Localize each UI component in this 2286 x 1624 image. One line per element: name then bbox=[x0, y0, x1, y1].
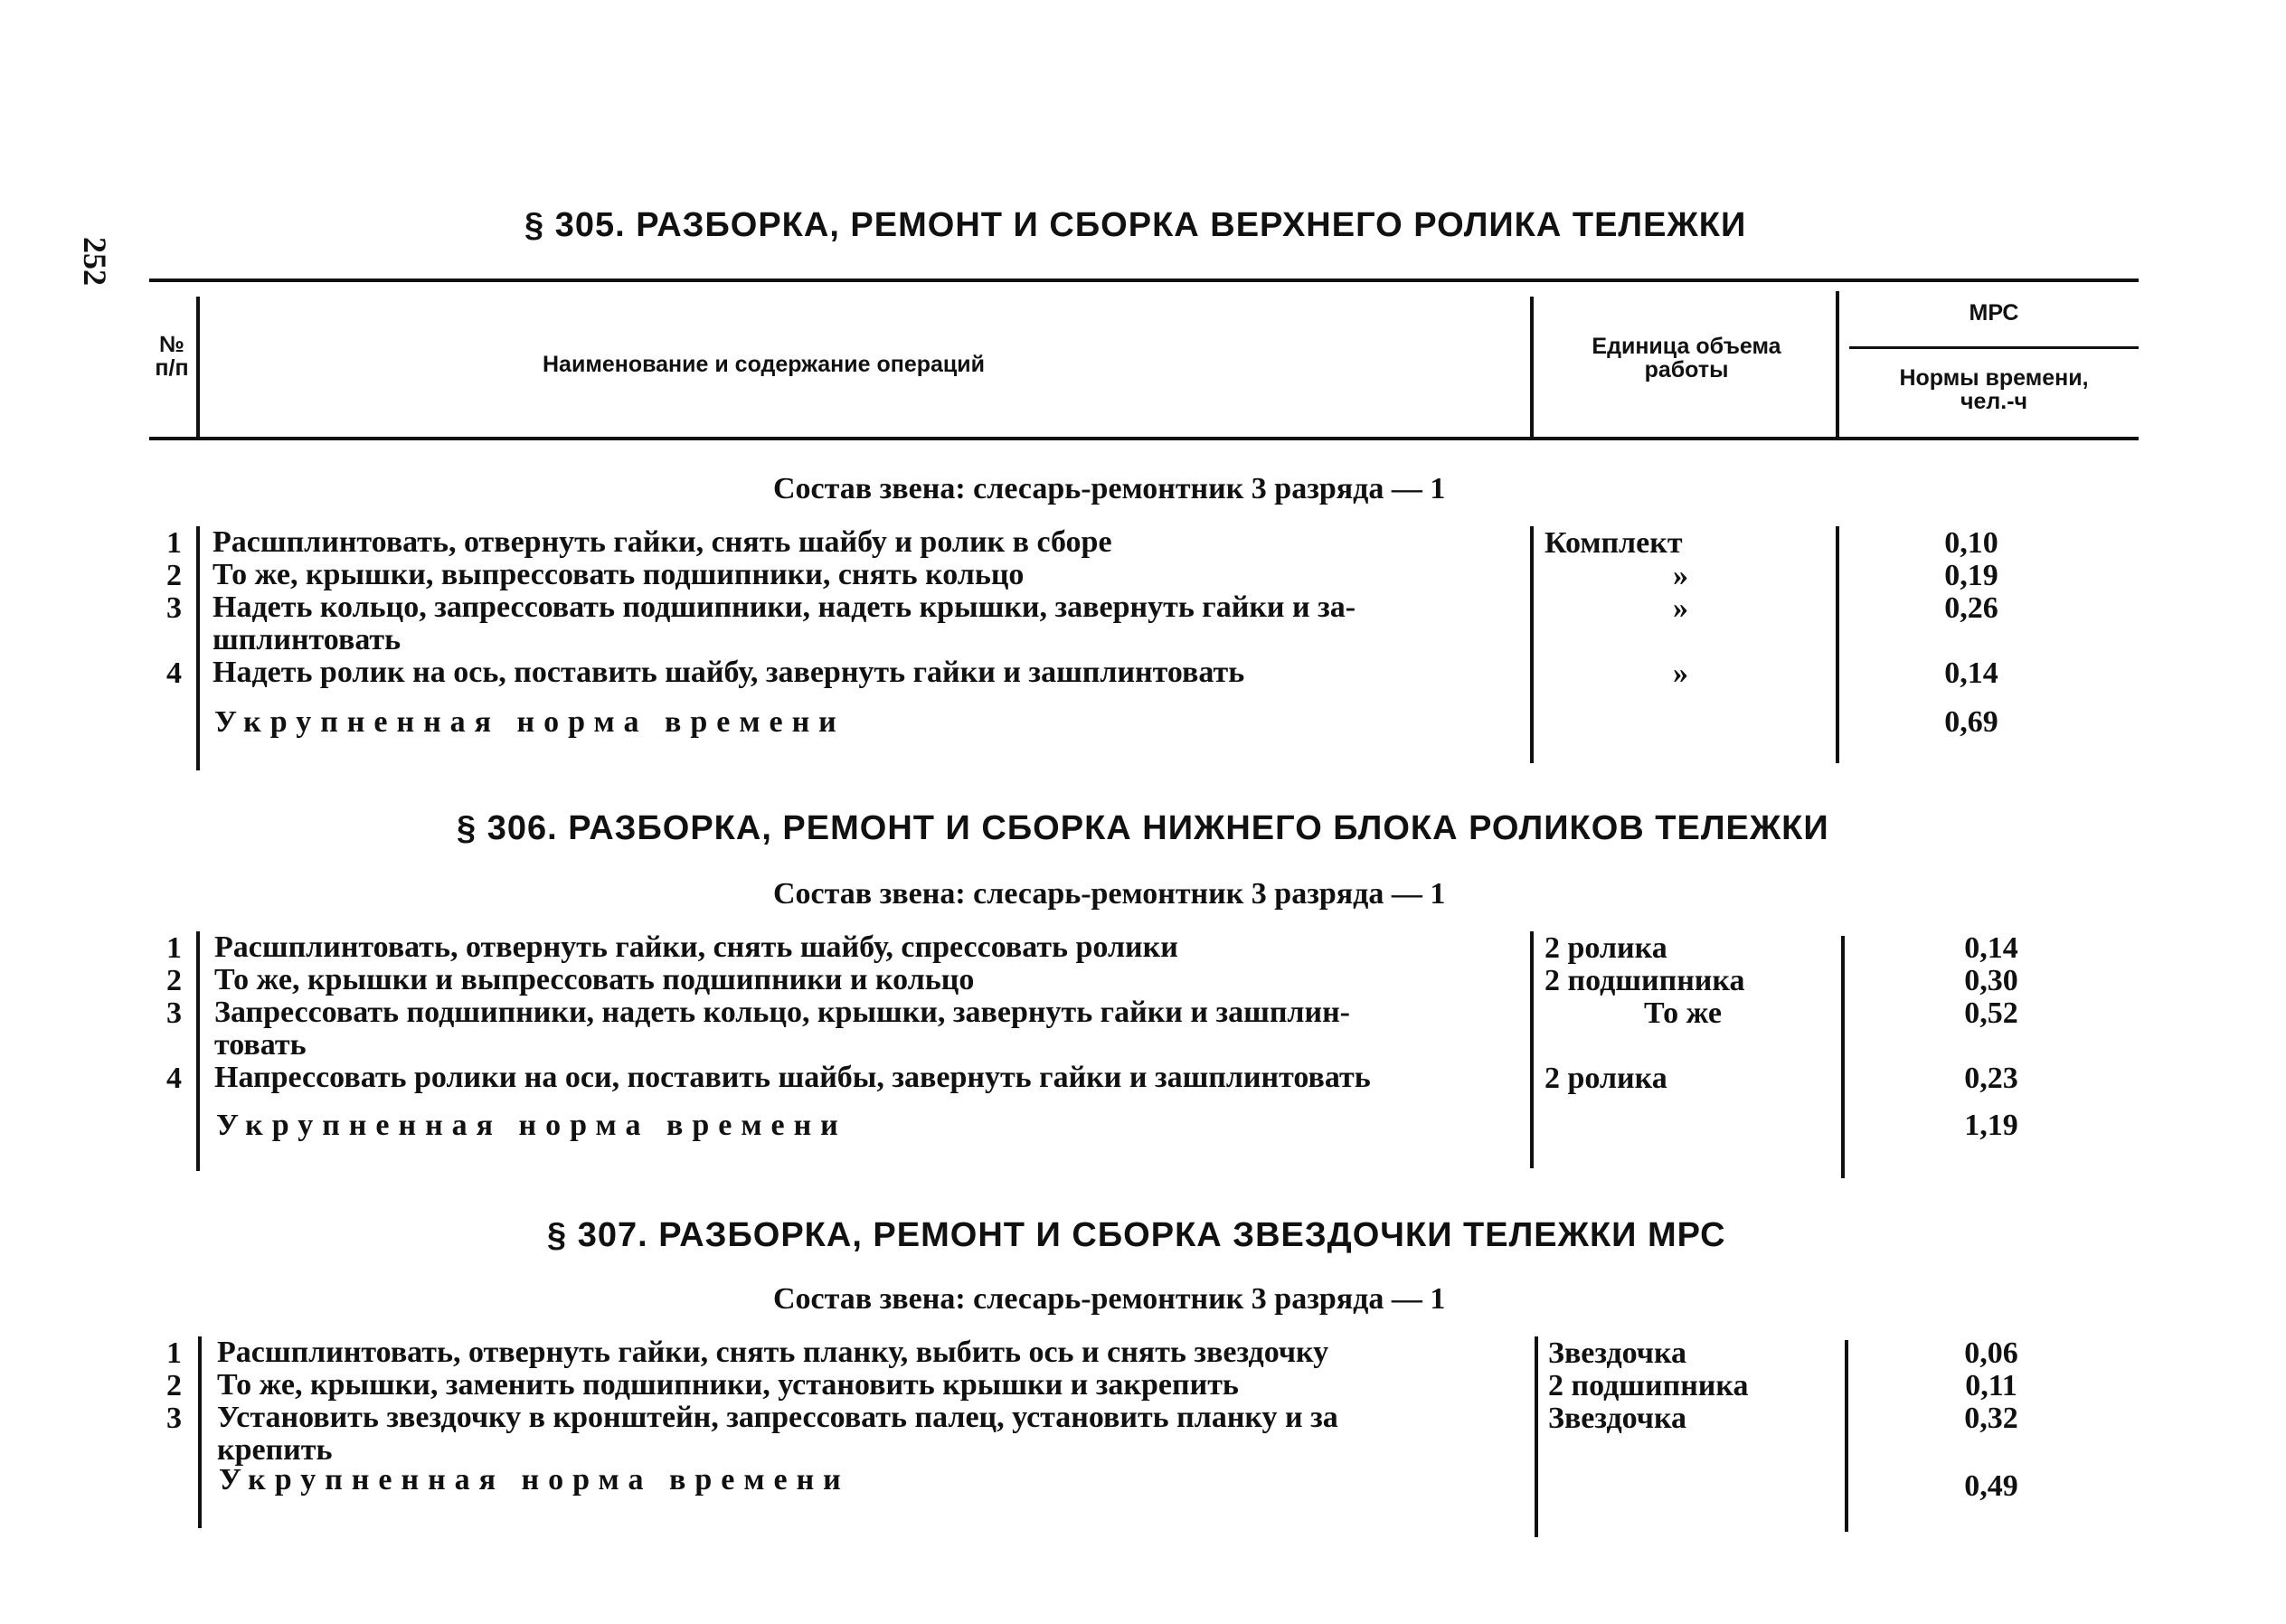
s307-row-3-text: Установить звездочку в кронштейн, запрессовать палец, установить планку и за bbox=[217, 1402, 1338, 1434]
s306-row-2-text: То же, крышки и выпрессовать подшипники и кольцо bbox=[214, 964, 975, 996]
s306-row-2-unit: 2 подшипника bbox=[1544, 964, 1745, 997]
s307-row-3-text-cont: крепить bbox=[217, 1433, 333, 1467]
s306-row-3-unit: То же bbox=[1644, 996, 1722, 1030]
s305-row-4-value: 0,14 bbox=[1944, 656, 1998, 690]
header-num: № п/п bbox=[155, 332, 189, 382]
s306-row-4-text: Напрессовать ролики на оси, поставить шайбы, завернуть гайки и зашплинтовать bbox=[214, 1062, 1371, 1094]
s307-row-1-text: Расшплинтовать, отвернуть гайки, снять планку, выбить ось и снять звездочку bbox=[217, 1336, 1329, 1369]
s305-total-value: 0,69 bbox=[1944, 705, 1998, 739]
header-top-rule bbox=[149, 279, 2139, 282]
header-divider-2 bbox=[1530, 297, 1534, 437]
s306-divider-1 bbox=[196, 931, 200, 1171]
s306-divider-3 bbox=[1841, 936, 1845, 1178]
s306-divider-2 bbox=[1530, 931, 1534, 1168]
s305-row-1-text: Расшплинтовать, отвернуть гайки, снять шайбу и ролик в сборе bbox=[213, 526, 1112, 559]
header-unit: Единица объема работы bbox=[1592, 334, 1781, 383]
s306-row-4-value: 0,23 bbox=[1964, 1062, 2018, 1095]
s306-total-value: 1,19 bbox=[1964, 1109, 2018, 1142]
s307-row-3-num: 3 bbox=[166, 1402, 182, 1435]
s306-row-1-num: 1 bbox=[166, 931, 182, 965]
s306-row-3-text: Запрессовать подшипники, надеть кольцо, крышки, завернуть гайки и зашплин- bbox=[214, 996, 1351, 1029]
header-bottom-rule bbox=[149, 437, 2139, 440]
s307-row-3-unit: Звездочка bbox=[1548, 1402, 1687, 1435]
section-306-title: § 306. РАЗБОРКА, РЕМОНТ И СБОРКА НИЖНЕГО БЛОКА РОЛИКОВ ТЕЛЕЖКИ bbox=[457, 809, 1829, 847]
s307-row-3-value: 0,32 bbox=[1964, 1402, 2018, 1435]
header-norm: Нормы времени, чел.-ч bbox=[1899, 365, 2089, 415]
s305-row-4-text: Надеть ролик на ось, поставить шайбу, завернуть гайки и зашплинтовать bbox=[213, 656, 1245, 689]
s307-row-1-unit: Звездочка bbox=[1548, 1336, 1687, 1370]
s305-row-2-unit: » bbox=[1673, 559, 1688, 592]
s305-row-3-text: Надеть кольцо, запрессовать подшипники, надеть крышки, завернуть гайки и за- bbox=[213, 591, 1356, 624]
s305-total-label: Укрупненная норма времени bbox=[214, 705, 845, 739]
s307-row-1-num: 1 bbox=[166, 1336, 182, 1370]
s305-row-1-value: 0,10 bbox=[1944, 526, 1998, 560]
section-306-crew: Состав звена: слесарь-ремонтник 3 разряда — 1 bbox=[773, 877, 1446, 911]
section-305-crew: Состав звена: слесарь-ремонтник 3 разряда — 1 bbox=[773, 472, 1446, 505]
header-divider-3 bbox=[1836, 291, 1839, 437]
s307-row-2-unit: 2 подшипника bbox=[1548, 1369, 1749, 1402]
s306-row-3-value: 0,52 bbox=[1964, 996, 2018, 1030]
s306-row-3-num: 3 bbox=[166, 996, 182, 1030]
s307-row-2-num: 2 bbox=[166, 1369, 182, 1402]
s306-row-4-num: 4 bbox=[166, 1062, 182, 1095]
section-307-crew: Состав звена: слесарь-ремонтник 3 разряда — 1 bbox=[773, 1282, 1446, 1316]
s307-divider-3 bbox=[1845, 1340, 1848, 1532]
s305-row-3-num: 3 bbox=[166, 591, 182, 625]
s305-row-3-unit: » bbox=[1673, 591, 1688, 625]
s305-row-1-unit: Комплект bbox=[1544, 526, 1683, 560]
s305-row-2-text: То же, крышки, выпрессовать подшипники, снять кольцо bbox=[213, 559, 1025, 591]
s307-divider-1 bbox=[198, 1336, 202, 1528]
s306-row-1-value: 0,14 bbox=[1964, 931, 2018, 965]
s305-row-2-value: 0,19 bbox=[1944, 559, 1998, 592]
s305-row-3-text-cont: шплинтовать bbox=[213, 623, 401, 656]
header-mrs-rule bbox=[1849, 346, 2139, 349]
s305-row-1-num: 1 bbox=[166, 526, 182, 560]
s307-divider-2 bbox=[1535, 1336, 1538, 1537]
s307-row-2-text: То же, крышки, заменить подшипники, установить крышки и закрепить bbox=[217, 1369, 1239, 1402]
s307-row-2-value: 0,11 bbox=[1965, 1369, 2017, 1402]
header-name: Наименование и содержание операций bbox=[543, 352, 986, 377]
s305-divider-1 bbox=[196, 526, 200, 770]
page-number: 252 bbox=[77, 237, 113, 286]
s306-row-3-text-cont: товать bbox=[214, 1028, 307, 1062]
s306-row-1-text: Расшплинтовать, отвернуть гайки, снять шайбу, спрессовать ролики bbox=[214, 931, 1178, 964]
section-305-title: § 305. РАЗБОРКА, РЕМОНТ И СБОРКА ВЕРХНЕГО РОЛИКА ТЕЛЕЖКИ bbox=[524, 206, 1747, 244]
s305-row-2-num: 2 bbox=[166, 559, 182, 592]
section-307-title: § 307. РАЗБОРКА, РЕМОНТ И СБОРКА ЗВЕЗДОЧКИ ТЕЛЕЖКИ МРС bbox=[547, 1216, 1726, 1254]
s307-total-value: 0,49 bbox=[1964, 1469, 2018, 1503]
s305-divider-2 bbox=[1530, 526, 1534, 763]
s306-row-4-unit: 2 ролика bbox=[1544, 1062, 1667, 1095]
s307-total-label: Укрупненная норма времени bbox=[219, 1463, 850, 1497]
s306-row-2-value: 0,30 bbox=[1964, 964, 2018, 997]
s305-row-3-value: 0,26 bbox=[1944, 591, 1998, 625]
header-mrs: МРС bbox=[1969, 300, 2019, 326]
s305-divider-3 bbox=[1836, 526, 1839, 763]
s307-row-1-value: 0,06 bbox=[1964, 1336, 2018, 1370]
s305-row-4-unit: » bbox=[1673, 656, 1688, 690]
s306-row-1-unit: 2 ролика bbox=[1544, 931, 1667, 965]
s306-row-2-num: 2 bbox=[166, 964, 182, 997]
s306-total-label: Укрупненная норма времени bbox=[216, 1109, 847, 1142]
s305-row-4-num: 4 bbox=[166, 656, 182, 690]
